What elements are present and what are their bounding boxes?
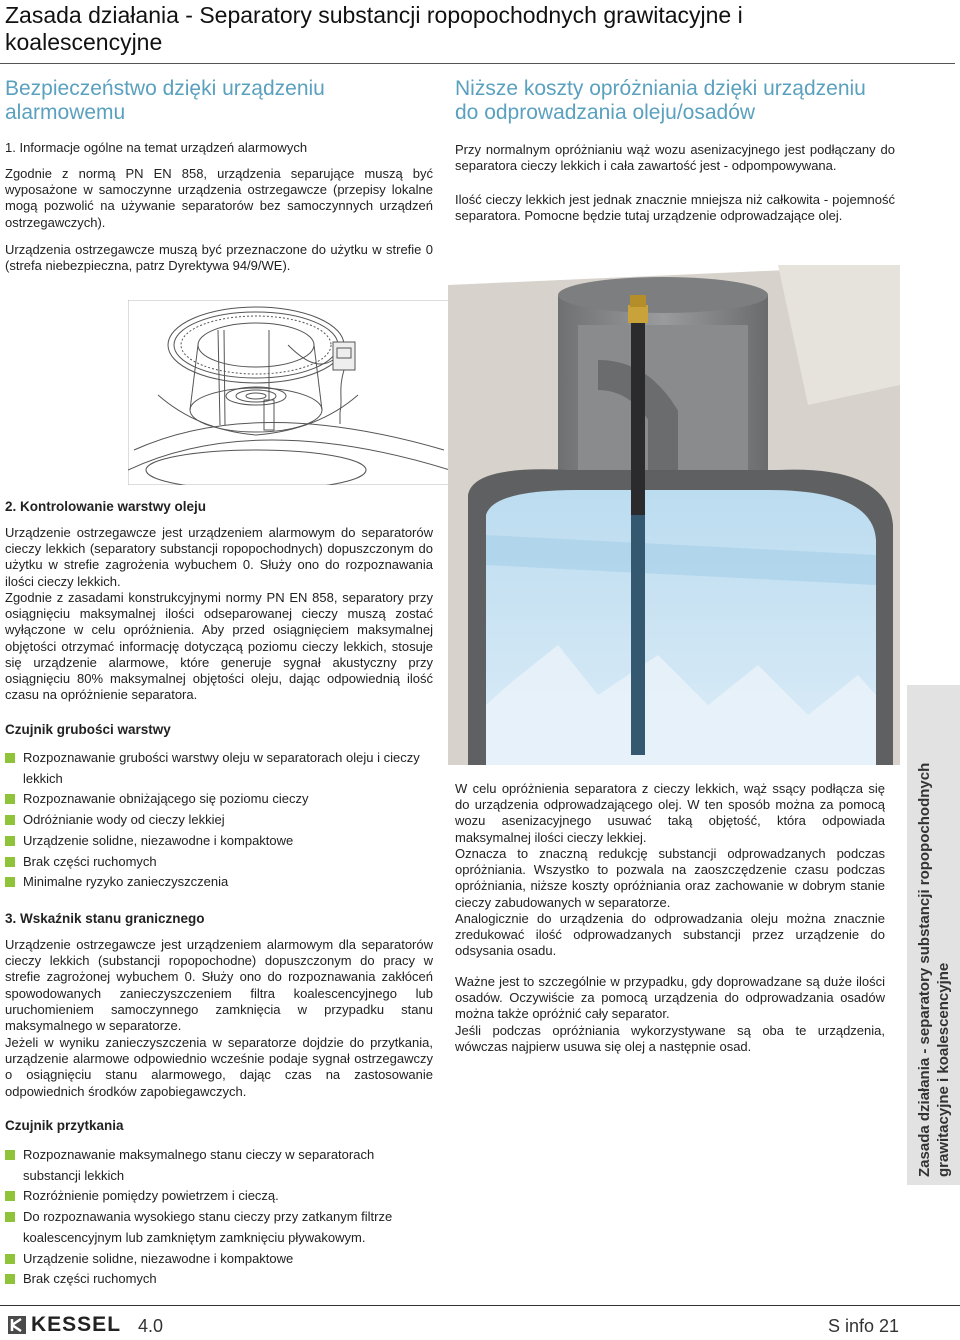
separator-cutaway-illustration [448, 265, 900, 765]
clog-sensor-subheading: Czujnik przytkania [5, 1118, 124, 1133]
list-item: Brak części ruchomych [5, 852, 435, 873]
title-divider [0, 63, 955, 64]
general-info-paragraph: Zgodnie z normą PN EN 858, urządzenia separujące muszą być wyposażone w samoczynne urządzenia ostrzegawcze (przepisy lokalne mogą pozwolić na używanie separatorów bez samoczynnych urządzeń ostrzegawczych). [5, 166, 433, 230]
list-item: Urządzenie solidne, niezawodne i kompaktowe [5, 1249, 415, 1270]
suction-paragraph-4: Ważne jest to szczególnie w przypadku, gdy doprowadzane są duże ilości osadów. Oczywiście za pomocą urządzenia do odprowadzania osadów można także opróżnić cały separator. [455, 974, 885, 1022]
suction-paragraph-2: Oznacza to znaczną redukcję substancji odprowadzanych podczas opróżniania. Wszystko to pozwala na zaoszczędzenie czasu podczas opróżniania, niższe koszty opróżniania oraz zachowanie w dobrym stanie cieczy zabudowanych w separatorze. [455, 846, 885, 910]
suction-paragraph-1: W celu opróżnienia separatora z cieczy lekkich, wąż ssący podłącza się do urządzenia odprowadzającego olej. W ten sposób można za pomocą wozu asenizacyjnego usuwać taką objętość, która odpowiada maksymalnej ilości cieczy lekkiej. [455, 781, 885, 845]
list-item: Do rozpoznawania wysokiego stanu cieczy przy zatkanym filtrze koalescencyjnym lub zamkniętym zamknięciu pływakowym. [5, 1207, 415, 1248]
general-info-subheading: 1. Informacje ogólne na temat urządzeń alarmowych [5, 140, 308, 155]
kessel-logo-icon [8, 1316, 26, 1334]
cost-paragraph-1: Przy normalnym opróżnianiu wąż wozu asenizacyjnego jest podłączany do separatora cieczy lekkich i cała zawartość jest - odpompowywana. [455, 142, 895, 174]
list-item: Rozpoznawanie maksymalnego stanu cieczy w separatorach substancji lekkich [5, 1145, 415, 1186]
cost-section-heading: Niższe koszty opróżniania dzięki urządzeniu do odprowadzania oleju/osadów [455, 77, 866, 124]
oil-layer-subheading: 2. Kontrolowanie warstwy oleju [5, 499, 207, 514]
list-item: Rozpoznawanie obniżającego się poziomu cieczy [5, 789, 435, 810]
list-item: Urządzenie solidne, niezawodne i kompaktowe [5, 831, 435, 852]
brand-logo: KESSEL [31, 1313, 122, 1336]
list-item: Rozróżnienie pomiędzy powietrzem i cieczą. [5, 1186, 415, 1207]
clog-sensor-list [5, 1145, 415, 1290]
document-code: S info 21 [828, 1316, 900, 1336]
cost-paragraph-2: Ilość cieczy lekkich jest jednak znacznie mniejsza niż całkowita - pojemność separatora. Pomocne będzie tutaj urządzenie odprowadzające olej. [455, 192, 895, 224]
list-item: Brak części ruchomych [5, 1269, 415, 1290]
list-item: Rozpoznawanie grubości warstwy oleju w separatorach oleju i cieczy lekkich [5, 748, 435, 789]
page-title: Zasada działania - Separatory substancji ropopochodnych grawitacyjne i koalescencyjne [5, 2, 743, 55]
oil-layer-paragraph-1: Urządzenie ostrzegawcze jest urządzeniem alarmowym do separatorów cieczy lekkich (separatory substancji ropopochodnych) dopuszczonym do użytku w strefie zagrożenia wybuchem 0. Służy ono do rozpoznawania ilości cieczy lekkich. [5, 525, 433, 589]
zone-paragraph: Urządzenia ostrzegawcze muszą być przeznaczone do użytku w strefie 0 (strefa niebezpieczna, patrz Dyrektywa 94/9/WE). [5, 242, 433, 274]
limit-indicator-paragraph-2: Jeżeli w wyniku zanieczyszczenia w separatorze dojdzie do przytkania, urządzenie alarmowe odpowiednio wcześnie podaje sygnał ostrzegawczy o osiągnięciu stanu alarmowego, dając czas na zastosowanie odpowiednich środków zapobiegawczych. [5, 1035, 433, 1099]
suction-paragraph-3: Analogicznie do urządzenia do odprowadzania oleju można znacznie zredukować ilość odprowadzanych substancji przez urządzenie do odsysania osadu. [455, 911, 885, 959]
alarm-device-drawing [128, 300, 450, 485]
page-number: 4.0 [138, 1316, 164, 1336]
oil-layer-paragraph-2: Zgodnie z zasadami konstrukcyjnymi normy PN EN 858, separatory przy osiągnięciu maksymalnej ilości odseparowanej cieczy muszą zostać wyłączone w celu opróżnienia. Aby przed osiągnięciem maksymalnej objętości otrzymać informację dotyczącą poziomu cieczy lekkich, stosuje się urządzenie alarmowe, które generuje sygnał akustyczny przy osiągnięciu 80% maksymalnej objętości oleju, dając odpowiednią ilość czasu na opróżnienie separatora. [5, 590, 433, 703]
list-item: Odróżnianie wody od cieczy lekkiej [5, 810, 435, 831]
limit-indicator-paragraph-1: Urządzenie ostrzegawcze jest urządzeniem alarmowym dla separatorów cieczy lekkich (substancji ropopochodne) dopuszczonym do pracy w strefie zagrożonej wybuchem 0. Służy ono do rozpoznawania zakłóceń spowodowanych zanieczyszczeniem filtra koalescencyjnego lub uruchomieniem samoczynnego zamknięcia w przypadku stanu maksymalnego w separatorze. [5, 937, 433, 1034]
thickness-sensor-list [5, 748, 435, 893]
side-tab-label: Zasada działania - separatory substancji ropopochodnych grawitacyjne i koalescencyjne [915, 762, 952, 1177]
footer-divider [0, 1305, 960, 1306]
thickness-sensor-subheading: Czujnik grubości warstwy [5, 722, 171, 737]
limit-indicator-subheading: 3. Wskaźnik stanu granicznego [5, 911, 205, 926]
suction-paragraph-5: Jeśli podczas opróżniania wykorzystywane są oba te urządzenia, wówczas najpierw usuwa się olej a następnie osad. [455, 1023, 885, 1055]
alarm-section-heading: Bezpieczeństwo dzięki urządzeniu alarmowemu [5, 77, 325, 124]
list-item: Minimalne ryzyko zanieczyszczenia [5, 872, 435, 893]
side-tab [907, 685, 960, 1185]
